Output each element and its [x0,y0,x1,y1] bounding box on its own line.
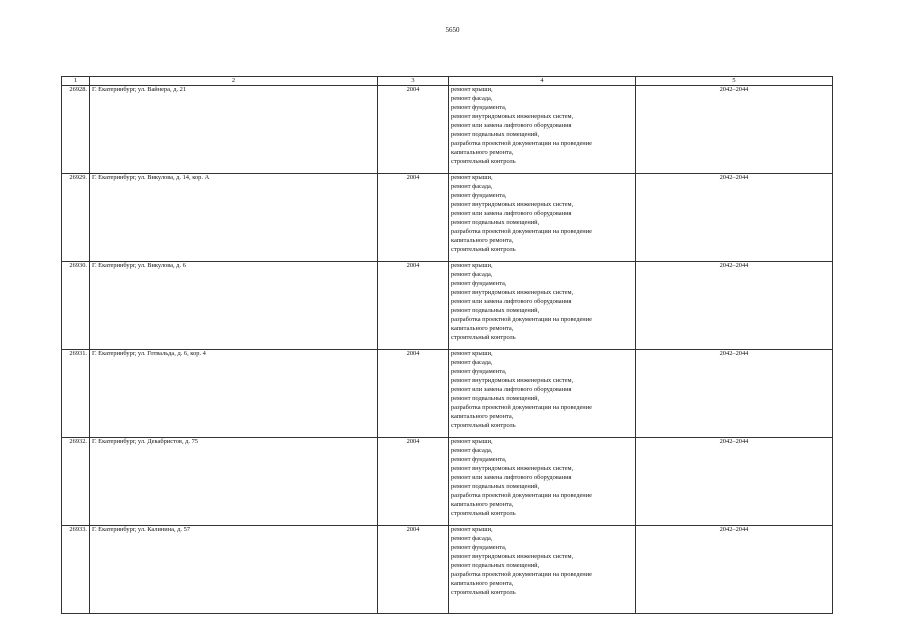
work-item: строительный контроль [451,157,516,165]
work-item: строительный контроль [451,509,516,517]
work-item: ремонт фасада, [451,358,493,366]
period-cell: 2042–2044 [636,438,833,526]
column-header: 1 [62,77,90,86]
work-item: ремонт крыши, [451,438,493,445]
works-cell [449,86,636,174]
row-number-cell: 26928. [62,86,90,174]
work-item: ремонт или замена лифтового оборудования [451,297,572,305]
work-item: капитального ремонта, [451,579,514,587]
address-cell: Г. Екатеринбург, ул. Викулова, д. 6 [90,262,378,350]
address-cell: Г. Екатеринбург, ул. Декабристов, д. 75 [90,438,378,526]
work-item: капитального ремонта, [451,236,514,244]
period-cell: 2042–2044 [636,174,833,262]
column-header: 5 [636,77,833,86]
work-item: ремонт подвальных помещений, [451,306,540,314]
year-cell: 2004 [378,438,449,526]
work-item: строительный контроль [451,588,516,596]
work-item: строительный контроль [451,421,516,429]
year-cell: 2004 [378,174,449,262]
work-item: ремонт фасада, [451,446,493,454]
works-cell [449,174,636,262]
repair-schedule-table [61,76,833,614]
work-item: разработка проектной документации на проведение [451,139,592,147]
work-item: ремонт или замена лифтового оборудования [451,209,572,217]
row-number-cell: 26930. [62,262,90,350]
works-cell [449,350,636,438]
address-cell: Г. Екатеринбург, ул. Калинина, д. 57 [90,526,378,614]
work-item: ремонт фундамента, [451,103,507,111]
work-item: ремонт внутридомовых инженерных систем, [451,112,574,120]
work-item: ремонт крыши, [451,350,493,357]
work-item: ремонт подвальных помещений, [451,394,540,402]
work-item: разработка проектной документации на проведение [451,403,592,411]
page-number: 5650 [445,26,460,34]
period-cell: 2042–2044 [636,86,833,174]
work-item: капитального ремонта, [451,148,514,156]
work-item: разработка проектной документации на проведение [451,315,592,323]
work-item: ремонт внутридомовых инженерных систем, [451,376,574,384]
work-item: ремонт подвальных помещений, [451,561,540,569]
work-item: капитального ремонта, [451,412,514,420]
row-number-cell: 26933. [62,526,90,614]
work-item: ремонт фасада, [451,534,493,542]
row-number-cell: 26929. [62,174,90,262]
work-item: капитального ремонта, [451,324,514,332]
work-item: ремонт или замена лифтового оборудования [451,385,572,393]
works-cell [449,526,636,614]
year-cell: 2004 [378,526,449,614]
table-row [62,350,833,438]
works-cell [449,262,636,350]
work-item: ремонт фасада, [451,270,493,278]
address-cell: Г. Екатеринбург, ул. Вайнера, д. 21 [90,86,378,174]
row-number-cell: 26932. [62,438,90,526]
work-item: строительный контроль [451,333,516,341]
work-item: разработка проектной документации на проведение [451,227,592,235]
address-cell: Г. Екатеринбург, ул. Викулова, д. 14, кор. А [90,174,378,262]
works-cell [449,438,636,526]
work-item: разработка проектной документации на проведение [451,491,592,499]
year-cell: 2004 [378,262,449,350]
period-cell: 2042–2044 [636,262,833,350]
column-header: 4 [449,77,636,86]
work-item: ремонт крыши, [451,174,493,181]
work-item: ремонт крыши, [451,86,493,93]
table-row [62,438,833,526]
work-item: ремонт крыши, [451,262,493,269]
period-cell: 2042–2044 [636,526,833,614]
work-item: ремонт фасада, [451,94,493,102]
work-item: ремонт фундамента, [451,279,507,287]
work-item: ремонт крыши, [451,526,493,533]
work-item: ремонт внутридомовых инженерных систем, [451,288,574,296]
table-row [62,174,833,262]
address-cell: Г. Екатеринбург, ул. Готвальда, д. 6, кор. 4 [90,350,378,438]
year-cell: 2004 [378,86,449,174]
work-item: ремонт фундамента, [451,455,507,463]
table-row [62,526,833,614]
work-item: ремонт фундамента, [451,191,507,199]
column-header: 2 [90,77,378,86]
work-item: ремонт или замена лифтового оборудования [451,121,572,129]
work-item: ремонт внутридомовых инженерных систем, [451,552,574,560]
period-cell: 2042–2044 [636,350,833,438]
table-row [62,86,833,174]
work-item: строительный контроль [451,245,516,253]
table-row [62,262,833,350]
work-item: ремонт подвальных помещений, [451,482,540,490]
work-item: ремонт или замена лифтового оборудования [451,473,572,481]
column-header: 3 [378,77,449,86]
year-cell: 2004 [378,350,449,438]
work-item: ремонт фундамента, [451,543,507,551]
work-item: ремонт подвальных помещений, [451,218,540,226]
work-item: ремонт внутридомовых инженерных систем, [451,464,574,472]
work-item: капитального ремонта, [451,500,514,508]
work-item: ремонт подвальных помещений, [451,130,540,138]
work-item: ремонт фасада, [451,182,493,190]
work-item: разработка проектной документации на проведение [451,570,592,578]
work-item: ремонт фундамента, [451,367,507,375]
row-number-cell: 26931. [62,350,90,438]
work-item: ремонт внутридомовых инженерных систем, [451,200,574,208]
table-header-row [62,77,833,86]
